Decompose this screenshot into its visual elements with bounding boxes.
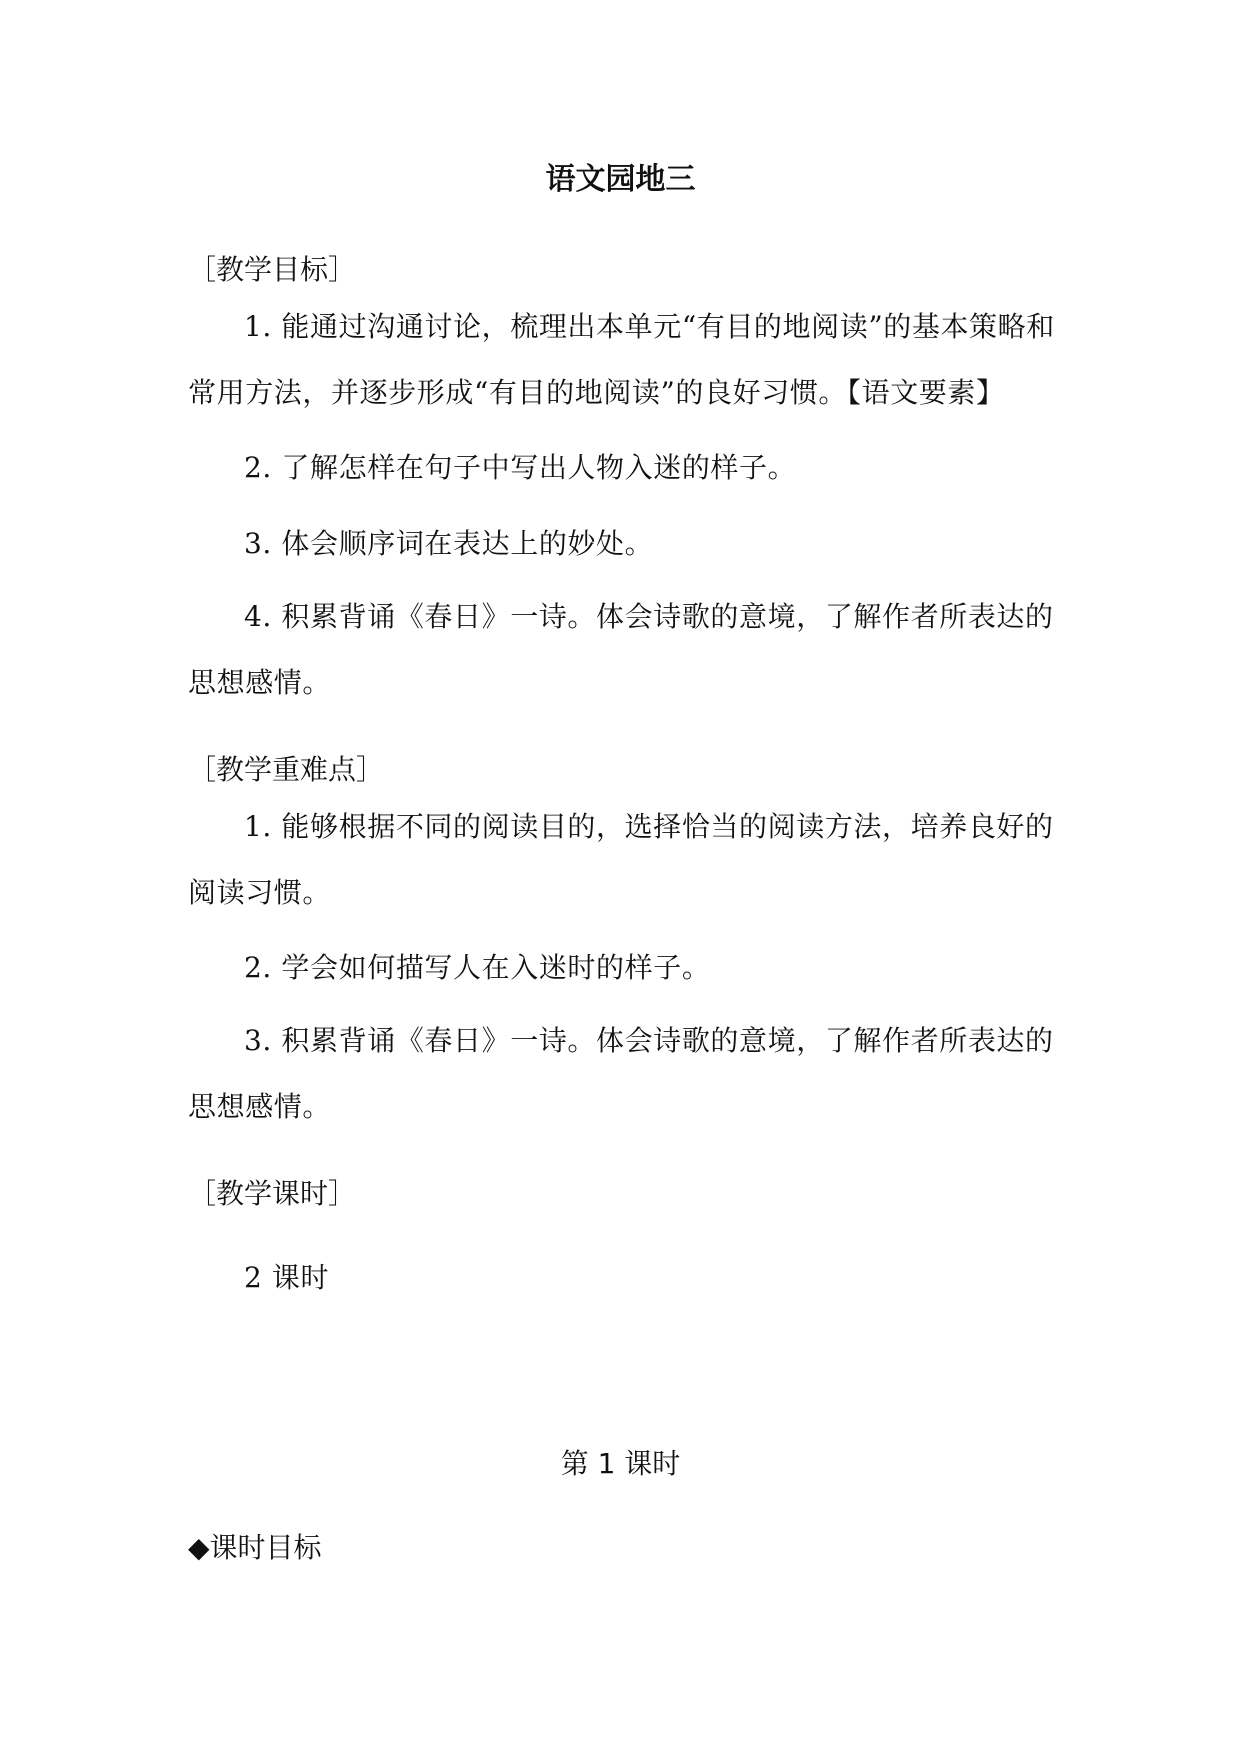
keypoint-item-1: 1. 能够根据不同的阅读目的，选择恰当的阅读方法，培养良好的阅读习惯。 xyxy=(188,810,1054,909)
page-title: 语文园地三 xyxy=(545,162,696,197)
objective-item-2: 2. 了解怎样在句子中写出人物入迷的样子。 xyxy=(244,451,797,484)
objective-item-4: 4. 积累背诵《春日》一诗。体会诗歌的意境，了解作者所表达的思想感情。 xyxy=(188,600,1054,699)
hours-heading: ［教学课时］ xyxy=(188,1177,357,1210)
objective-item-3: 3. 体会顺序词在表达上的妙处。 xyxy=(244,527,654,560)
keypoint-item-3: 3. 积累背诵《春日》一诗。体会诗歌的意境，了解作者所表达的思想感情。 xyxy=(188,1024,1054,1123)
keypoint-item-2: 2. 学会如何描写人在入迷时的样子。 xyxy=(244,951,711,984)
objective-item-1: 1. 能通过沟通讨论，梳理出本单元“有目的地阅读”的基本策略和常用方法，并逐步形成“有目的地阅读”的良好习惯。【语文要素】 xyxy=(188,310,1055,409)
lesson-title: 第 1 课时 xyxy=(560,1447,681,1480)
objectives-heading: ［教学目标］ xyxy=(188,253,357,286)
keypoints-heading: ［教学重难点］ xyxy=(188,753,385,786)
hours-value: 2 课时 xyxy=(244,1261,330,1294)
lesson-goal-heading: ◆课时目标 xyxy=(188,1531,322,1564)
